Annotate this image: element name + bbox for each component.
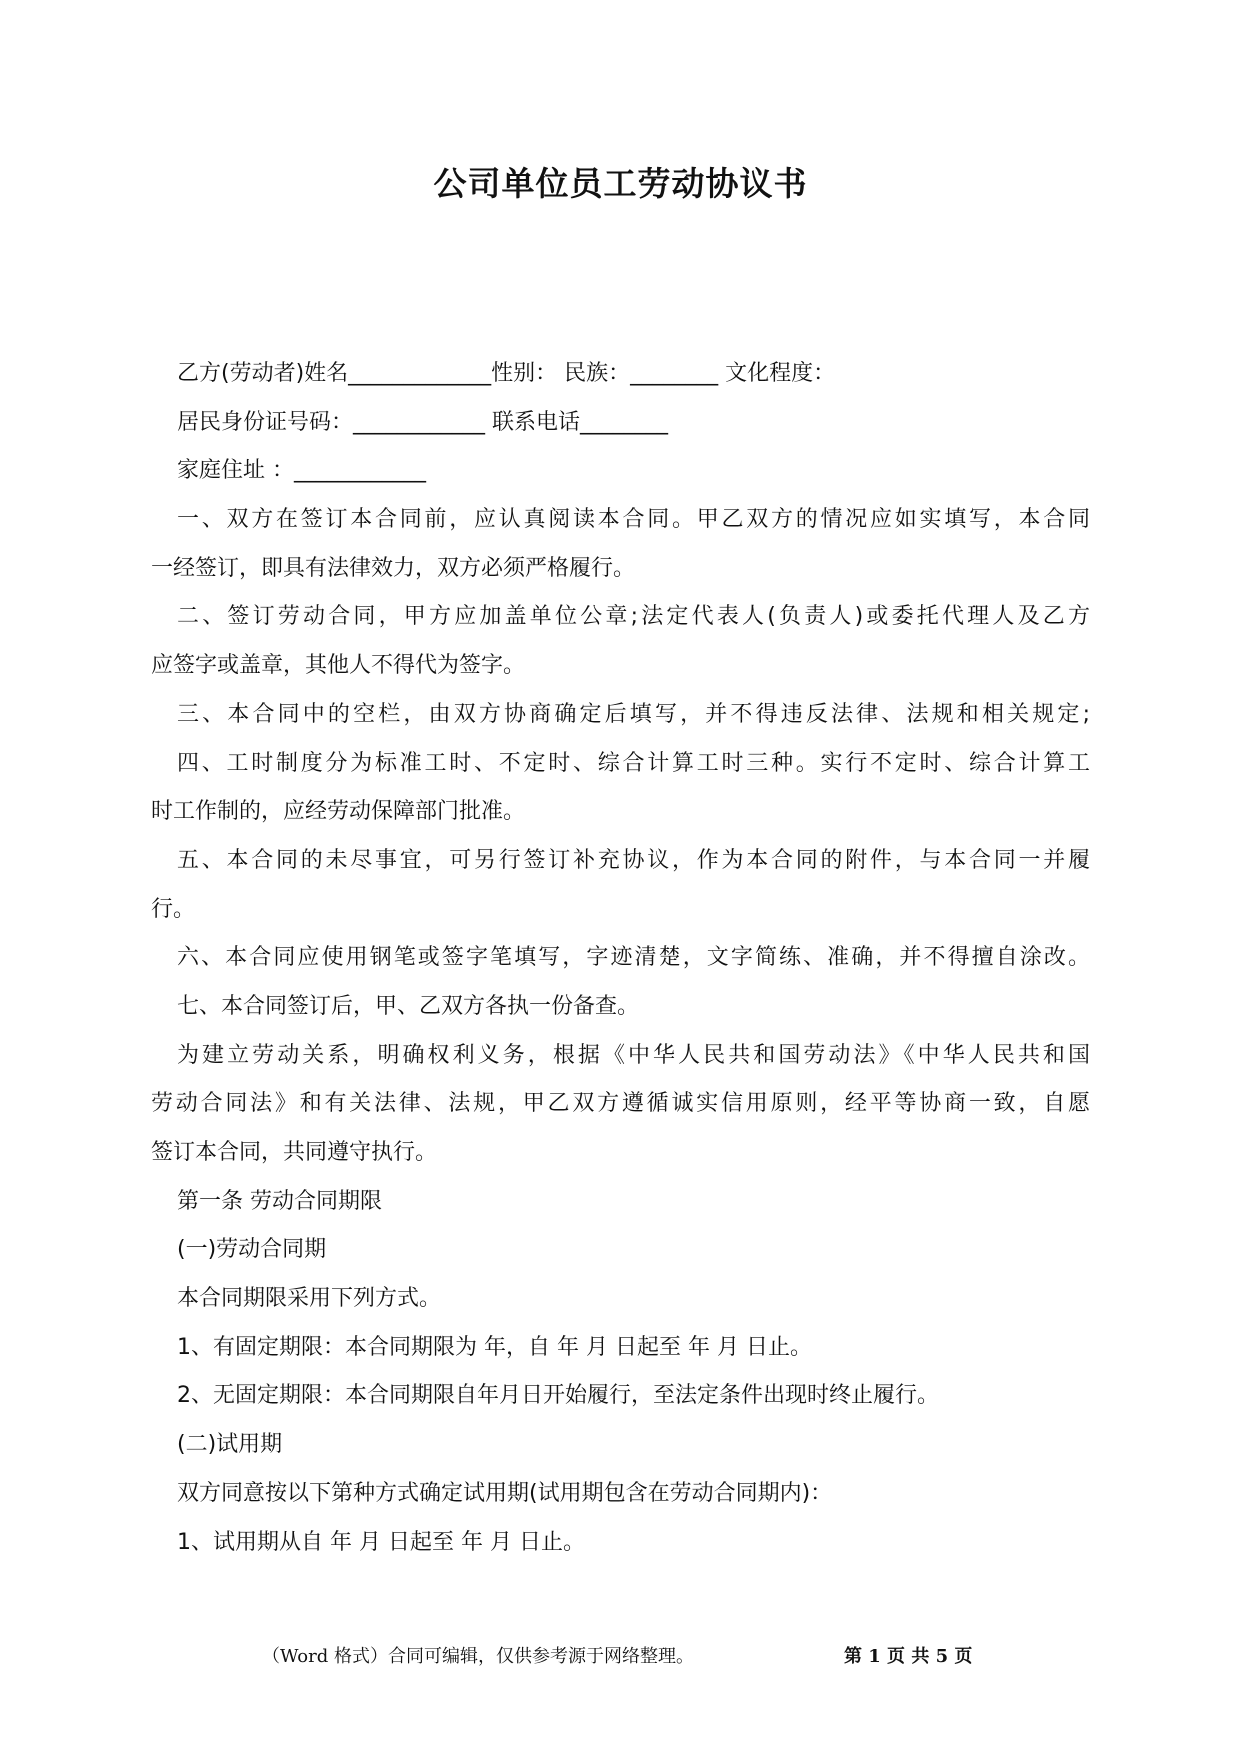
text-line: 1、试用期从自 年 月 日起至 年 月 日止。 [177,1529,585,1555]
footer-note: （Word 格式）合同可编辑，仅供参考源于网络整理。 [262,1646,694,1667]
text-line: 六、本合同应使用钢笔或签字笔填写，字迹清楚，文字简练、准确，并不得擅自涂改。 [177,945,1090,971]
text-line: 五、本合同的未尽事宜，可另行签订补充协议，作为本合同的附件，与本合同一并履 [177,847,1090,873]
text-line: 行。 [151,896,196,922]
text-line: 四、工时制度分为标准工时、不定时、综合计算工时三种。实行不定时、综合计算工 [177,750,1090,776]
text-line: 居民身份证号码：____________ 联系电话________ [177,409,668,435]
text-line: 本合同期限采用下列方式。 [177,1286,442,1312]
text-line: 2、无固定期限：本合同期限自年月日开始履行，至法定条件出现时终止履行。 [177,1383,939,1409]
text-line: 双方同意按以下第种方式确定试用期(试用期包含在劳动合同期内)： [177,1480,833,1506]
text-line: 应签字或盖章，其他人不得代为签字。 [151,653,526,679]
text-line: (一)劳动合同期 [177,1237,327,1263]
text-line: 一、双方在签订本合同前，应认真阅读本合同。甲乙双方的情况应如实填写，本合同 [177,507,1090,533]
text-line: 时工作制的，应经劳动保障部门批准。 [151,799,526,825]
text-line: 七、本合同签订后，甲、乙双方各执一份备查。 [177,993,640,1019]
text-line: 1、有固定期限：本合同期限为 年，自 年 月 日起至 年 月 日止。 [177,1334,812,1360]
text-line: 第一条 劳动合同期限 [177,1188,382,1214]
text-line: 劳动合同法》和有关法律、法规，甲乙双方遵循诚实信用原则，经平等协商一致，自愿 [151,1091,1090,1117]
page-number: 第 1 页 共 5 页 [844,1646,973,1667]
text-line: 一经签订，即具有法律效力，双方必须严格履行。 [151,555,636,581]
text-line: 三、本合同中的空栏，由双方协商确定后填写，并不得违反法律、法规和相关规定; [177,701,1090,727]
text-line: 家庭住址 ：____________ [177,458,426,484]
document-body [151,350,1090,1567]
text-line: 为建立劳动关系，明确权利义务，根据《中华人民共和国劳动法》《中华人民共和国 [177,1042,1090,1068]
text-line: 签订本合同，共同遵守执行。 [151,1140,438,1165]
text-line: 乙方(劳动者)姓名_____________性别： 民族：________ 文化程度： [177,361,836,386]
text-line: (二)试用期 [177,1432,283,1458]
document-title: 公司单位员工劳动协议书 [433,164,808,203]
text-line: 二、签订劳动合同，甲方应加盖单位公章;法定代表人(负责人)或委托代理人及乙方 [177,604,1090,630]
